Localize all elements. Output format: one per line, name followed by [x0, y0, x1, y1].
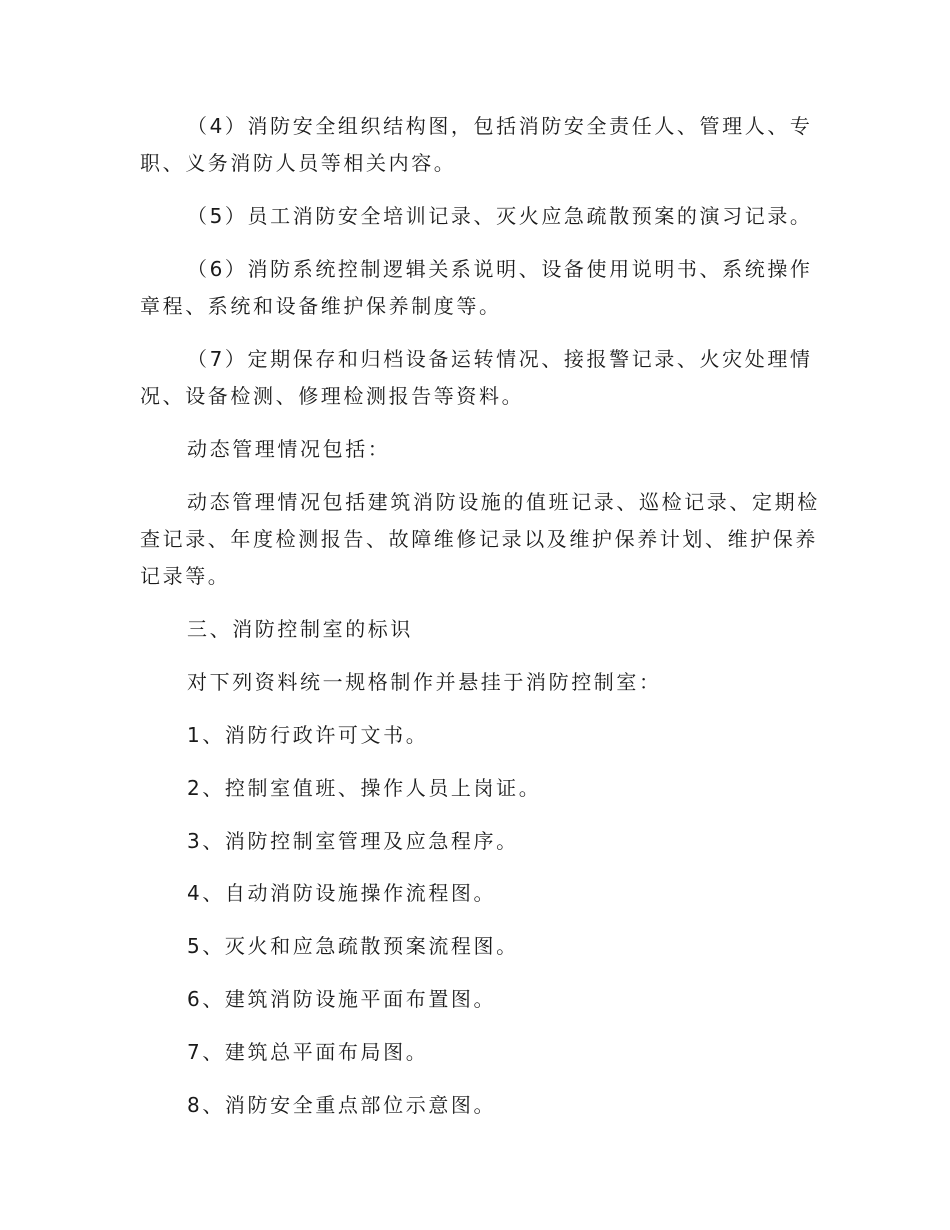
paragraph-4-line-1: （4）消防安全组织结构图，包括消防安全责任人、管理人、专: [187, 114, 813, 138]
paragraph-5-line-1: （5）员工消防安全培训记录、灭火应急疏散预案的演习记录。: [187, 204, 813, 228]
paragraph-6-line-2: 章程、系统和设备维护保养制度等。: [140, 294, 502, 318]
list-item-4: 4、自动消防设施操作流程图。: [187, 881, 497, 905]
list-item-8: 8、消防安全重点部位示意图。: [187, 1093, 497, 1117]
list-item-5: 5、灭火和应急疏散预案流程图。: [187, 934, 519, 958]
list-item-6: 6、建筑消防设施平面布置图。: [187, 987, 497, 1011]
list-item-7: 7、建筑总平面布局图。: [187, 1040, 429, 1064]
section-3-heading: 三、消防控制室的标识: [187, 617, 413, 641]
list-item-1: 1、消防行政许可文书。: [187, 723, 429, 747]
paragraph-7-line-1: （7）定期保存和归档设备运转情况、接报警记录、火灾处理情: [187, 347, 813, 371]
dynamic-management-heading: 动态管理情况包括：: [187, 437, 391, 461]
list-item-3: 3、消防控制室管理及应急程序。: [187, 829, 519, 853]
list-item-2: 2、控制室值班、操作人员上岗证。: [187, 776, 542, 800]
dynamic-management-line-2: 查记录、年度检测报告、故障维修记录以及维护保养计划、维护保养: [140, 527, 818, 551]
section-3-intro: 对下列资料统一规格制作并悬挂于消防控制室：: [187, 670, 662, 694]
paragraph-7-line-2: 况、设备检测、修理检测报告等资料。: [140, 384, 525, 408]
paragraph-6-line-1: （6）消防系统控制逻辑关系说明、设备使用说明书、系统操作: [187, 257, 813, 281]
dynamic-management-line-1: 动态管理情况包括建筑消防设施的值班记录、巡检记录、定期检: [187, 490, 820, 514]
paragraph-4-line-2: 职、义务消防人员等相关内容。: [140, 151, 457, 175]
dynamic-management-line-3: 记录等。: [140, 564, 231, 588]
